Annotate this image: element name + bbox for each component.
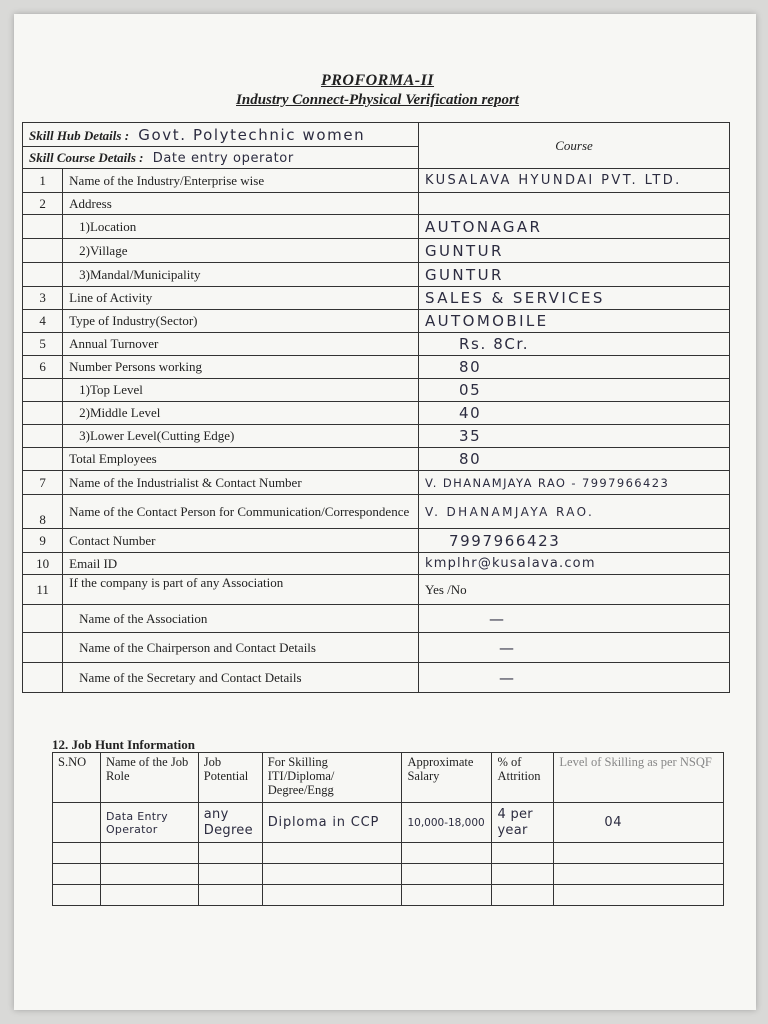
document-title: PROFORMA-II [320, 72, 435, 89]
col-header-sno: S.NO [53, 753, 101, 803]
row-number: 6 [23, 356, 63, 379]
row-label: 2)Village [63, 239, 419, 263]
row-label: 2)Middle Level [63, 402, 419, 425]
col-header-salary: Approximate Salary [402, 753, 492, 803]
table-row [23, 553, 730, 575]
table-row [23, 495, 730, 529]
row-number [23, 633, 63, 663]
row-label: Name of the Contact Person for Communication/Correspondence [63, 495, 419, 529]
job-cell-nsqf: 04 [554, 803, 724, 843]
table-row [23, 193, 730, 215]
job-empty-row [53, 864, 724, 885]
row-label: Name of the Secretary and Contact Details [63, 663, 419, 693]
row-label: Address [63, 193, 419, 215]
row-label: 1)Location [63, 215, 419, 239]
row-label: Contact Number [63, 529, 419, 553]
row-value: AUTOMOBILE [419, 310, 730, 333]
row-label: Annual Turnover [63, 333, 419, 356]
row-value: 05 [419, 379, 730, 402]
job-hunt-title: 12. Job Hunt Information [52, 737, 196, 752]
skill-hub-label: Skill Hub Details : [29, 127, 130, 143]
row-value: — [419, 605, 730, 633]
row-number [23, 239, 63, 263]
row-label: Name of the Industry/Enterprise wise [63, 169, 419, 193]
table-row [23, 402, 730, 425]
row-number [23, 425, 63, 448]
row-value: GUNTUR [419, 263, 730, 287]
row-label: Line of Activity [63, 287, 419, 310]
row-number: 3 [23, 287, 63, 310]
row-label: Name of the Chairperson and Contact Details [63, 633, 419, 663]
skill-hub-row [23, 123, 730, 147]
job-empty-row [53, 885, 724, 906]
row-value: 80 [419, 356, 730, 379]
table-row [23, 263, 730, 287]
row-value: SALES & SERVICES [419, 287, 730, 310]
row-label: Number Persons working [63, 356, 419, 379]
table-row [23, 529, 730, 553]
col-header-nsqf: Level of Skilling as per NSQF [554, 753, 724, 803]
job-empty-row [53, 843, 724, 864]
job-cell-skilling: Diploma in CCP [262, 803, 402, 843]
table-row [23, 605, 730, 633]
col-header-job-role: Name of the Job Role [100, 753, 198, 803]
table-row [23, 239, 730, 263]
row-number [23, 663, 63, 693]
skill-course-cell [23, 147, 419, 169]
col-header-skilling: For Skilling ITI/Diploma/ Degree/Engg [262, 753, 402, 803]
row-value: — [419, 663, 730, 693]
row-value: Yes /No [419, 575, 730, 605]
course-column-header: Course [419, 123, 730, 169]
row-number: 7 [23, 471, 63, 495]
document-subtitle: Industry Connect-Physical Verification report [236, 92, 519, 108]
row-value: GUNTUR [419, 239, 730, 263]
row-label: Total Employees [63, 448, 419, 471]
col-header-job-potential: Job Potential [198, 753, 262, 803]
table-row [23, 287, 730, 310]
skill-hub-value: Govt. Polytechnic women [138, 125, 366, 144]
row-value: 40 [419, 402, 730, 425]
row-value: Rs. 8Cr. [419, 333, 730, 356]
table-row [23, 425, 730, 448]
row-label: Name of the Industrialist & Contact Number [63, 471, 419, 495]
row-number [23, 402, 63, 425]
table-row [23, 379, 730, 402]
row-number [23, 215, 63, 239]
row-label: 3)Lower Level(Cutting Edge) [63, 425, 419, 448]
job-data-row [53, 803, 724, 843]
document-header [20, 72, 735, 109]
table-row [23, 471, 730, 495]
row-number [23, 263, 63, 287]
job-cell-sno [53, 803, 101, 843]
table-row [23, 633, 730, 663]
row-label: 3)Mandal/Municipality [63, 263, 419, 287]
table-row [23, 663, 730, 693]
row-number: 8 [23, 495, 63, 529]
job-cell-potential: any Degree [198, 803, 262, 843]
col-header-attrition: % of Attrition [492, 753, 554, 803]
row-number [23, 605, 63, 633]
table-row [23, 215, 730, 239]
row-value: 80 [419, 448, 730, 471]
row-number: 4 [23, 310, 63, 333]
row-label: Name of the Association [63, 605, 419, 633]
skill-course-label: Skill Course Details : [29, 149, 144, 165]
row-label: If the company is part of any Association [63, 575, 419, 605]
row-value: KUSALAVA HYUNDAI PVT. LTD. [419, 169, 730, 193]
row-number [23, 379, 63, 402]
row-value: 7997966423 [419, 529, 730, 553]
row-number [23, 448, 63, 471]
job-header-row [53, 753, 724, 803]
table-row [23, 310, 730, 333]
row-label: Type of Industry(Sector) [63, 310, 419, 333]
row-label: 1)Top Level [63, 379, 419, 402]
row-value: V. DHANAMJAYA RAO - 7997966423 [419, 471, 730, 495]
table-row [23, 356, 730, 379]
row-number: 9 [23, 529, 63, 553]
row-label: Email ID [63, 553, 419, 575]
row-number: 11 [23, 575, 63, 605]
table-row [23, 448, 730, 471]
skill-course-value: Date entry operator [152, 150, 294, 166]
skill-hub-cell [23, 123, 419, 147]
row-number: 5 [23, 333, 63, 356]
job-cell-salary: 10,000-18,000 [402, 803, 492, 843]
table-row [23, 575, 730, 605]
job-cell-attrition: 4 per year [492, 803, 554, 843]
verification-table [22, 122, 730, 693]
row-value: V. DHANAMJAYA RAO. [419, 495, 730, 529]
row-number: 2 [23, 193, 63, 215]
row-value: — [419, 633, 730, 663]
row-value [419, 193, 730, 215]
row-value: AUTONAGAR [419, 215, 730, 239]
job-cell-role: Data Entry Operator [100, 803, 198, 843]
table-row [23, 333, 730, 356]
row-number: 1 [23, 169, 63, 193]
row-number: 10 [23, 553, 63, 575]
job-hunt-table [52, 752, 724, 906]
row-value: kmplhr@kusalava.com [419, 553, 730, 575]
row-value: 35 [419, 425, 730, 448]
table-row [23, 169, 730, 193]
